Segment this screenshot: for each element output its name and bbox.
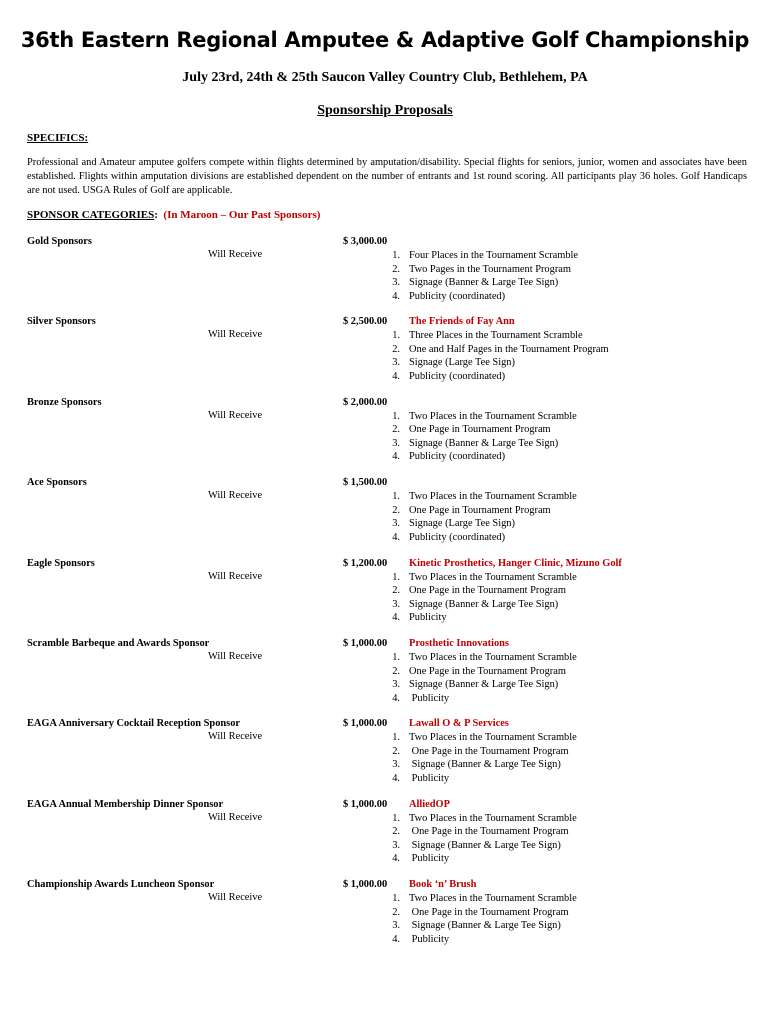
benefit-number: 3. bbox=[392, 920, 400, 932]
sponsor-price: $ 2,500.00 bbox=[343, 316, 388, 328]
benefit-item bbox=[380, 263, 578, 277]
benefit-item bbox=[380, 812, 577, 826]
benefit-number: 4. bbox=[392, 853, 400, 865]
benefit-number: 1. bbox=[392, 250, 400, 261]
benefit-text: Two Places in the Tournament Scramble bbox=[409, 732, 577, 744]
sponsor-name: EAGA Anniversary Cocktail Reception Sponsor bbox=[27, 718, 241, 730]
benefit-text: One Page in the Tournament Program bbox=[409, 826, 569, 838]
benefit-text: Publicity bbox=[409, 933, 450, 945]
benefit-item bbox=[380, 758, 577, 772]
benefits-list bbox=[380, 249, 578, 303]
benefit-text: One Page in the Tournament Program bbox=[409, 745, 569, 757]
will-receive-label: Will Receive bbox=[208, 249, 263, 260]
sponsor-price: $ 2,000.00 bbox=[343, 396, 388, 408]
benefit-number: 2. bbox=[392, 504, 400, 516]
page-title: 36th Eastern Regional Amputee & Adaptive Golf Championship bbox=[20, 28, 750, 52]
benefit-number: 4. bbox=[392, 692, 400, 704]
sponsor-price: $ 1,200.00 bbox=[343, 557, 388, 569]
benefit-number: 3. bbox=[392, 679, 400, 690]
benefit-item bbox=[380, 611, 577, 625]
benefit-item bbox=[380, 290, 578, 304]
benefit-text: Publicity (coordinated) bbox=[409, 531, 506, 543]
benefit-number: 3. bbox=[392, 759, 400, 771]
benefit-text: Signage (Banner & Large Tee Sign) bbox=[409, 759, 561, 771]
benefit-text: One Page in the Tournament Program bbox=[409, 665, 566, 677]
benefits-list bbox=[380, 892, 577, 946]
benefit-text: One Page in the Tournament Program bbox=[409, 585, 566, 597]
benefit-item bbox=[380, 665, 577, 679]
sponsor-name: Ace Sponsors bbox=[27, 477, 87, 489]
sponsor-price: $ 1,000.00 bbox=[343, 879, 388, 891]
benefits-list bbox=[380, 490, 577, 544]
benefit-item bbox=[380, 839, 577, 853]
benefit-item bbox=[380, 343, 609, 357]
past-sponsors-note: (In Maroon – Our Past Sponsors) bbox=[163, 209, 321, 221]
benefit-item bbox=[380, 651, 577, 665]
benefit-text: Publicity (coordinated) bbox=[409, 290, 506, 302]
benefit-text: Signage (Banner & Large Tee Sign) bbox=[409, 277, 559, 288]
benefit-number: 1. bbox=[392, 893, 400, 905]
benefit-text: Signage (Banner & Large Tee Sign) bbox=[409, 839, 561, 851]
benefit-text: Publicity (coordinated) bbox=[409, 370, 506, 382]
benefit-text: Two Places in the Tournament Scramble bbox=[409, 571, 577, 583]
categories-label: SPONSOR CATEGORIES bbox=[27, 209, 155, 221]
benefit-text: Two Pages in the Tournament Program bbox=[409, 263, 571, 275]
benefit-item bbox=[380, 450, 577, 464]
will-receive-label: Will Receive bbox=[208, 490, 263, 502]
benefit-item bbox=[380, 933, 577, 947]
benefit-number: 2. bbox=[392, 343, 400, 355]
categories-separator: : bbox=[154, 209, 164, 221]
benefit-item bbox=[380, 919, 577, 933]
benefit-text: Two Places in the Tournament Scramble bbox=[409, 491, 577, 503]
will-receive-label: Will Receive bbox=[208, 409, 263, 421]
benefit-text: Two Places in the Tournament Scramble bbox=[409, 410, 577, 422]
benefit-item bbox=[380, 437, 577, 451]
benefits-list bbox=[380, 410, 577, 464]
past-sponsor: The Friends of Fay Ann bbox=[409, 316, 515, 328]
benefit-item bbox=[380, 356, 609, 370]
sponsor-block bbox=[0, 236, 770, 316]
past-sponsor: Lawall O & P Services bbox=[409, 718, 509, 730]
past-sponsor: Prosthetic Innovations bbox=[409, 638, 509, 649]
will-receive-label: Will Receive bbox=[208, 892, 263, 904]
will-receive-label: Will Receive bbox=[208, 570, 263, 582]
sponsor-block bbox=[0, 799, 770, 879]
benefit-text: One and Half Pages in the Tournament Program bbox=[409, 343, 609, 355]
benefit-item bbox=[380, 517, 577, 531]
sponsor-name: Championship Awards Luncheon Sponsor bbox=[27, 879, 215, 891]
benefit-number: 2. bbox=[392, 424, 400, 436]
benefit-item bbox=[380, 410, 577, 424]
benefit-item bbox=[380, 370, 609, 384]
benefit-text: Signage (Banner & Large Tee Sign) bbox=[409, 437, 559, 449]
sponsor-name: Bronze Sponsors bbox=[27, 396, 102, 408]
benefit-text: Publicity (coordinated) bbox=[409, 451, 506, 463]
benefit-number: 2. bbox=[392, 665, 400, 677]
will-receive-label: Will Receive bbox=[208, 731, 263, 743]
sponsor-block bbox=[0, 718, 770, 798]
sponsor-price: $ 1,500.00 bbox=[343, 477, 388, 489]
benefit-number: 1. bbox=[392, 732, 400, 744]
sponsor-price: $ 1,000.00 bbox=[343, 798, 388, 810]
specifics-heading: SPECIFICS: bbox=[27, 132, 89, 144]
benefit-item bbox=[380, 772, 577, 786]
benefit-item bbox=[380, 678, 577, 692]
benefit-number: 2. bbox=[392, 585, 400, 597]
benefit-text: Two Places in the Tournament Scramble bbox=[409, 652, 577, 663]
benefits-list bbox=[380, 571, 577, 625]
benefit-text: One Page in the Tournament Program bbox=[409, 906, 569, 918]
benefit-number: 2. bbox=[392, 745, 400, 757]
benefit-item bbox=[380, 598, 577, 612]
benefit-number: 3. bbox=[392, 277, 400, 288]
benefits-list bbox=[380, 651, 577, 705]
sponsor-block bbox=[0, 397, 770, 477]
benefit-item bbox=[380, 745, 577, 759]
benefit-item bbox=[380, 504, 577, 518]
sponsor-name: EAGA Annual Membership Dinner Sponsor bbox=[27, 798, 224, 810]
benefit-text: Signage (Large Tee Sign) bbox=[409, 518, 515, 530]
sponsor-block bbox=[0, 638, 770, 718]
benefit-text: Signage (Large Tee Sign) bbox=[409, 357, 515, 369]
past-sponsor: AlliedOP bbox=[409, 798, 450, 810]
benefit-item bbox=[380, 329, 609, 343]
benefits-list bbox=[380, 812, 577, 866]
sponsor-price: $ 3,000.00 bbox=[343, 236, 388, 247]
benefit-item bbox=[380, 906, 577, 920]
benefit-number: 1. bbox=[392, 491, 400, 503]
sponsor-name: Silver Sponsors bbox=[27, 316, 96, 328]
benefit-number: 4. bbox=[392, 933, 400, 945]
benefit-item bbox=[380, 892, 577, 906]
benefit-number: 3. bbox=[392, 518, 400, 530]
benefit-number: 3. bbox=[392, 437, 400, 449]
sponsor-block bbox=[0, 879, 770, 959]
benefit-item bbox=[380, 249, 578, 263]
benefits-list bbox=[380, 731, 577, 785]
past-sponsor: Book ‘n’ Brush bbox=[409, 879, 477, 891]
benefit-item bbox=[380, 423, 577, 437]
section-title: Sponsorship Proposals bbox=[317, 103, 453, 118]
benefit-item bbox=[380, 852, 577, 866]
benefit-number: 1. bbox=[392, 330, 400, 342]
benefit-item bbox=[380, 276, 578, 290]
benefit-text: Signage (Banner & Large Tee Sign) bbox=[409, 679, 559, 690]
will-receive-label: Will Receive bbox=[208, 811, 263, 823]
benefit-item bbox=[380, 825, 577, 839]
benefits-list bbox=[380, 329, 609, 383]
specifics-paragraph: Professional and Amateur amputee golfers compete within flights determined by amputation/disability. Special flights for seniors, junior, women and associates have been established. Flights within amputation divisions are established dependent on the number of entrants and 1st round scoring. All participants play 36 holes. Golf Handicaps are not used. USGA Rules of Golf are applicable. bbox=[27, 157, 747, 196]
sponsor-categories-heading bbox=[27, 209, 320, 221]
benefit-number: 3. bbox=[392, 357, 400, 369]
benefit-text: Publicity bbox=[409, 772, 450, 784]
benefit-number: 1. bbox=[392, 812, 400, 824]
benefit-text: Publicity bbox=[409, 853, 450, 865]
benefit-item bbox=[380, 571, 577, 585]
benefit-text: Four Places in the Tournament Scramble bbox=[409, 250, 579, 261]
benefit-item bbox=[380, 531, 577, 545]
benefit-item bbox=[380, 490, 577, 504]
sponsor-name: Scramble Barbeque and Awards Sponsor bbox=[27, 638, 210, 649]
benefit-number: 1. bbox=[392, 652, 400, 663]
will-receive-label: Will Receive bbox=[208, 329, 263, 341]
benefit-number: 3. bbox=[392, 839, 400, 851]
benefit-text: Two Places in the Tournament Scramble bbox=[409, 812, 577, 824]
will-receive-label: Will Receive bbox=[208, 651, 263, 662]
benefit-number: 4. bbox=[392, 370, 400, 382]
benefit-number: 1. bbox=[392, 571, 400, 583]
benefit-text: Signage (Banner & Large Tee Sign) bbox=[409, 920, 561, 932]
event-subtitle: July 23rd, 24th & 25th Saucon Valley Country Club, Bethlehem, PA bbox=[182, 70, 588, 85]
benefit-item bbox=[380, 584, 577, 598]
benefit-text: Publicity bbox=[409, 612, 447, 624]
benefit-item bbox=[380, 731, 577, 745]
sponsor-price: $ 1,000.00 bbox=[343, 638, 388, 649]
benefit-text: Two Places in the Tournament Scramble bbox=[409, 893, 577, 905]
sponsor-block bbox=[0, 477, 770, 557]
benefit-text: Signage (Banner & Large Tee Sign) bbox=[409, 598, 559, 610]
benefit-number: 2. bbox=[392, 263, 400, 275]
benefit-text: Publicity bbox=[409, 692, 450, 704]
benefit-number: 4. bbox=[392, 772, 400, 784]
sponsor-block bbox=[0, 558, 770, 638]
sponsor-block bbox=[0, 316, 770, 396]
benefit-number: 4. bbox=[392, 451, 400, 463]
benefit-item bbox=[380, 692, 577, 706]
benefit-text: One Page in Tournament Program bbox=[409, 424, 551, 436]
benefit-number: 2. bbox=[392, 906, 400, 918]
benefit-number: 4. bbox=[392, 531, 400, 543]
benefit-number: 1. bbox=[392, 410, 400, 422]
benefit-text: Three Places in the Tournament Scramble bbox=[409, 330, 583, 342]
benefit-number: 4. bbox=[392, 290, 400, 302]
benefit-text: One Page in Tournament Program bbox=[409, 504, 551, 516]
sponsor-price: $ 1,000.00 bbox=[343, 718, 388, 730]
benefit-number: 3. bbox=[392, 598, 400, 610]
sponsor-name: Gold Sponsors bbox=[27, 236, 92, 247]
benefit-number: 4. bbox=[392, 612, 400, 624]
sponsor-name: Eagle Sponsors bbox=[27, 557, 95, 569]
benefit-number: 2. bbox=[392, 826, 400, 838]
past-sponsor: Kinetic Prosthetics, Hanger Clinic, Mizuno Golf bbox=[409, 557, 622, 569]
